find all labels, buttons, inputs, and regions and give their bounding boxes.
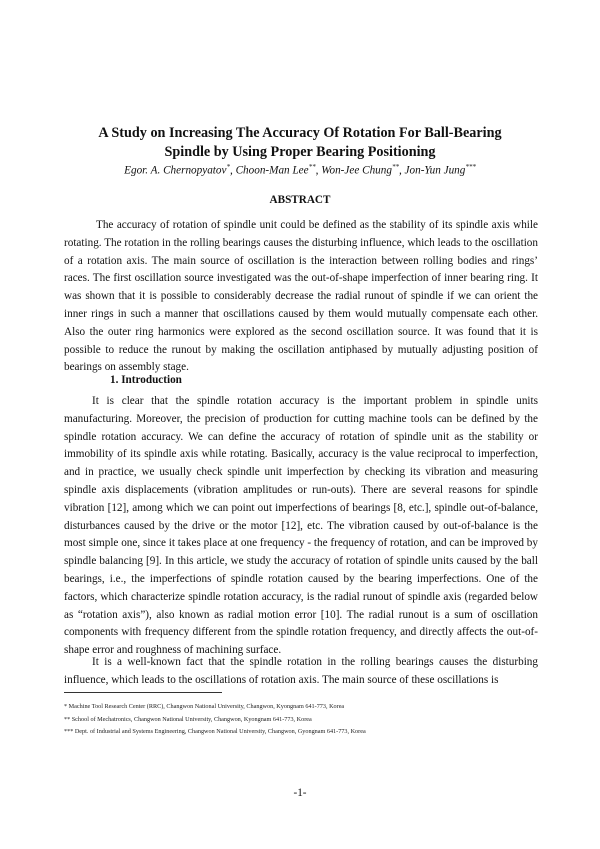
author-separator: ,	[315, 164, 322, 177]
paper-title-line: Spindle by Using Proper Bearing Positioning	[164, 144, 436, 160]
paper-title-line: A Study on Increasing The Accuracy Of Rotation For Ball-Bearing	[98, 125, 502, 141]
footnote-divider	[64, 692, 222, 693]
author-list	[60, 160, 540, 178]
author-name: Won-Jee Chung	[321, 164, 392, 177]
author-name: Egor. A. Chernopyatov	[124, 164, 227, 177]
author-separator: ,	[398, 164, 405, 177]
footnote: * Machine Tool Research Center (RRC), Changwon National University, Changwon, Kyongnam 641-773, Korea	[64, 703, 345, 710]
body-paragraph: It is a well-known fact that the spindle rotation in the rolling bearings causes the disturbing influence, which leads to the oscillations of rotation axis. The main source of these oscillations is	[64, 656, 538, 686]
abstract-heading: ABSTRACT	[269, 194, 331, 206]
section-heading: 1. Introduction	[110, 374, 182, 386]
author-affiliation-mark: **	[308, 163, 316, 171]
body-paragraph: It is clear that the spindle rotation accuracy is the important problem in spindle units manufacturing. Moreover, the precision of production for cutting machine tools can be defined by the spindle rotation accuracy. We can define the accuracy of rotation of spindle unit as the stability or immobility of its spindle axis while rotating. Basically, accuracy is the value reciprocal to imperfection, and in practice, we usually check spindle unit imperfection by checking its vibration and measuring spindle axis displacements (vibration amplitudes or run-outs). There are several reasons for spindle vibration [12], among which we can point out imperfections of bearings [8, etc.], spindle out-of-balance, disturbances caused by the drive or the motor [12], etc. The vibration caused by out-of-balance is the most simple one, since it takes place at one frequency - the frequency of rotation, and can be improved by spindle balancing [9]. In this article, we study the accuracy of rotation of spindle units caused by the ball bearings, i.e., the imperfections of spindle rotation caused by the bearing imperfections. One of the factors, which characterize spindle rotation accuracy, is the radial runout of spindle axis (regarded below as “rotation axis”), also known as radial motion error [10]. The radial runout is a sum of oscillation components with frequency different from the spindle rotation frequency, and directly affects the out-of-shape error and roughness of machining surface.	[64, 395, 538, 657]
author-affiliation-mark: *	[226, 163, 230, 171]
paper-title	[60, 124, 540, 162]
author-name: Choon-Man Lee	[235, 164, 309, 177]
footnotes	[64, 701, 538, 739]
author-separator: ,	[229, 164, 236, 177]
abstract-paragraph: The accuracy of rotation of spindle unit could be defined as the stability of its spindle axis while rotating. The rotation in the rolling bearings causes the disturbing influence, which leads to the oscillation of a rotation axis. The main source of oscillation is the interaction between rolling bodies and rings’ races. The first oscillation source investigated was the out-of-shape imperfection of inner bearing ring. It was shown that it is possible to considerably decrease the radial runout of spindle if we can orient the inner rings in such a manner that oscillations caused by them would mutually compensate each other. Also the outer ring harmonics were explored as the second oscillation source. It was found that it is possible to reduce the runout by making the oscillation antiphased by mutually adjusting position of bearings on assembly stage.	[64, 219, 538, 374]
author-affiliation-mark: ***	[465, 163, 476, 171]
footnote: *** Dept. of Industrial and Systems Engineering, Changwon National University, Changwon, Gyongnam 641-773, Korea	[64, 728, 366, 735]
author-affiliation-mark: **	[391, 163, 399, 171]
footnote: ** School of Mechatronics, Changwon National University, Changwon, Kyongnam 641-773, Korea	[64, 715, 312, 723]
author-name: Jon-Yun Jung	[404, 164, 466, 177]
page-number: -1-	[293, 787, 307, 799]
